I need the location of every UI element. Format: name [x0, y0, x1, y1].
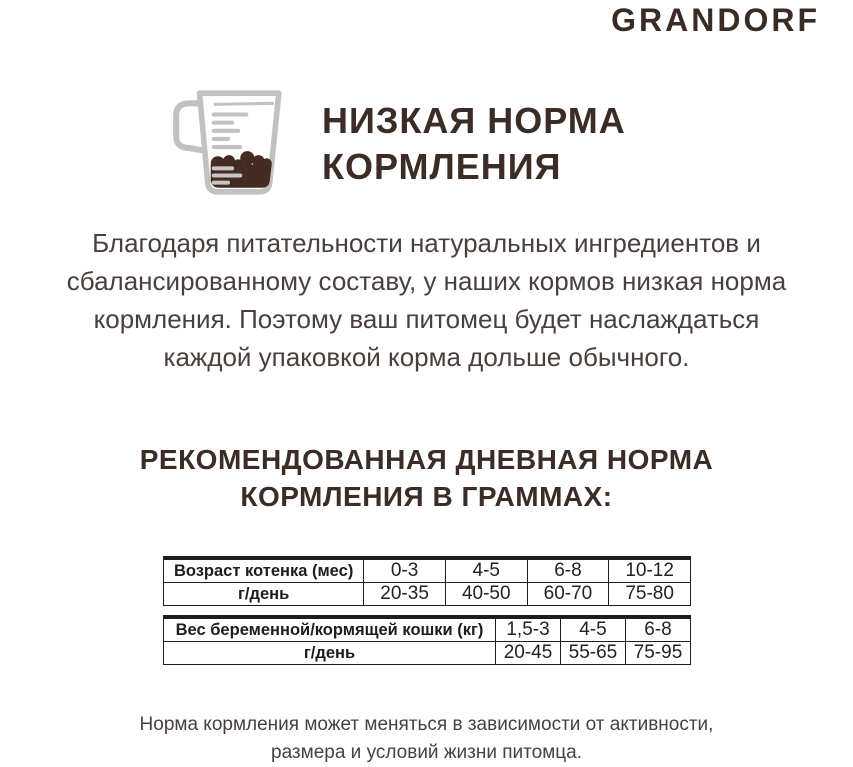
table-row [164, 642, 691, 665]
cat-weight-cell: 1,5-3 [496, 617, 561, 642]
feeding-note-line2: размера и условий жизни питомца. [271, 742, 582, 763]
cat-weight-cell: 4-5 [560, 617, 625, 642]
feature-header [160, 83, 626, 205]
kitten-grams-cell: 60-70 [527, 583, 609, 606]
brand-logo: GRANDORF [611, 2, 820, 38]
kitten-grams-label: г/день [164, 583, 364, 606]
feeding-tables [163, 556, 691, 665]
feature-title-line2: КОРМЛЕНИЯ [322, 146, 562, 187]
table-row [164, 558, 691, 583]
measuring-cup-icon [160, 83, 294, 205]
kitten-age-cell: 10-12 [609, 558, 691, 583]
kitten-feeding-table [163, 556, 691, 606]
cat-grams-cell: 75-95 [625, 642, 690, 665]
cat-weight-cell: 6-8 [625, 617, 690, 642]
feeding-note-line1: Норма кормления может меняться в зависимости от активности, [139, 714, 714, 735]
cat-weight-label: Вес беременной/кормящей кошки (кг) [164, 617, 496, 642]
kitten-age-cell: 4-5 [445, 558, 527, 583]
intro-paragraph [0, 224, 853, 376]
kitten-age-label: Возраст котенка (мес) [164, 558, 364, 583]
feature-title [322, 98, 626, 190]
kitten-grams-cell: 20-35 [364, 583, 446, 606]
kitten-grams-cell: 75-80 [609, 583, 691, 606]
section-title-line1: РЕКОМЕНДОВАННАЯ ДНЕВНАЯ НОРМА [139, 444, 714, 475]
intro-line: Благодаря питательности натуральных ингредиентов и [92, 228, 761, 258]
cat-grams-cell: 55-65 [560, 642, 625, 665]
section-title [0, 441, 853, 515]
pregnant-cat-feeding-table [163, 615, 691, 665]
kitten-age-cell: 6-8 [527, 558, 609, 583]
intro-line: кормления. Поэтому ваш питомец будет наслаждаться [93, 304, 760, 334]
cat-grams-cell: 20-45 [496, 642, 561, 665]
section-title-line2: КОРМЛЕНИЯ В ГРАММАХ: [240, 481, 613, 512]
cat-grams-label: г/день [164, 642, 496, 665]
table-row [164, 617, 691, 642]
kitten-age-cell: 0-3 [364, 558, 446, 583]
kitten-grams-cell: 40-50 [445, 583, 527, 606]
table-row [164, 583, 691, 606]
feature-title-line1: НИЗКАЯ НОРМА [322, 100, 626, 141]
intro-line: каждой упаковкой корма дольше обычного. [163, 342, 690, 372]
intro-line: сбалансированному составу, у наших кормов низкая норма [66, 266, 787, 296]
